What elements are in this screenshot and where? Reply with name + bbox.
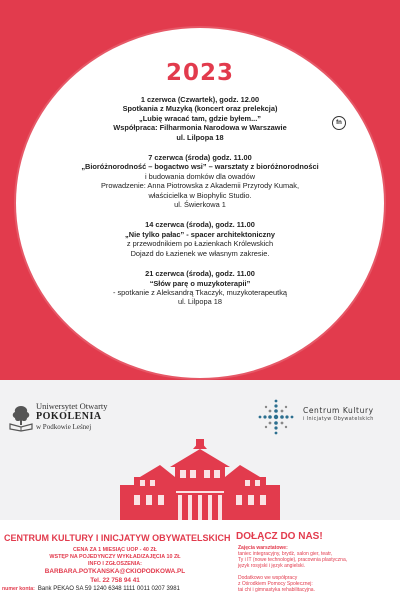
account-number: Bank PEKAO SA 59 1240 6348 1111 0011 0207 3981 [37,586,180,592]
join-line: z Ośrodkiem Pomocy Społecznej: [238,581,313,587]
event-title: „Nie tylko pałac” - spacer architektoniczny [125,229,275,239]
filharmonia-logo-icon: fn [332,116,346,130]
footer-price-single: WSTĘP NA POJEDYNCZY WYKŁAD/ZAJĘCIA 10 ZŁ [49,554,181,560]
account-label: numer konta: [2,586,35,592]
event-address: ul. Lilpopa 18 [178,297,222,307]
event-title: „Bioróżnorodność – bogactwo wsi” – warsztaty z bioróżnorodności [81,162,319,172]
join-line: Dodatkowo we współpracy [238,575,298,581]
centrum-kultury-logo [255,396,395,432]
footer-phone: Tel. 22 758 94 41 [90,577,140,584]
join-line: język rosyjski i język angielski. [238,563,305,569]
footer-price-monthly: CENA ZA 1 MIESIĄC UOP - 40 ZŁ [73,547,157,553]
join-line: taniec integracyjny, brydż, salon gier, teatr, [238,551,333,557]
event-list [60,95,340,318]
event-item [60,220,340,258]
footer-title: CENTRUM KULTURY I INICJATYW OBYWATELSKICH [4,533,231,543]
footer-info-label: INFO I ZGŁOSZENIA: [88,561,142,567]
uo-logo-line3: w Podkowie Leśnej [36,423,92,431]
event-title: “Słów parę o muzykoterapii” [149,278,251,288]
event-date: 21 czerwca (środa), godz. 11.00 [145,269,255,279]
footer-account [2,586,228,592]
join-title: DOŁĄCZ DO NAS! [236,531,323,542]
ck-logo-line1: Centrum Kultury [303,406,374,415]
event-date: 1 czerwca (Czwartek), godz. 12.00 [140,95,260,104]
event-item [60,95,340,142]
event-note: Dojazd do Łazienek we własnym zakresie. [130,248,270,258]
villa-building-illustration [120,437,280,520]
event-item [60,269,340,307]
event-address: ul. Lilpopa 18 [176,132,224,142]
uo-logo-line2: POKOLENIA [36,411,102,422]
event-partner: Współpraca: Filharmonia Narodowa w Warszawie [113,123,287,133]
join-line: Zajęcia warsztatowe: [238,545,288,551]
footer-email-link[interactable]: BARBARA.POTKANSKA@CKIOPODKOWA.PL [44,568,186,575]
join-line: tai chi i gimnastyka rehabilitacyjna. [238,587,315,593]
join-line: Ty i IT (nowe technologie), pracownia plastyczna, [238,557,348,563]
uniwersytet-otwarty-logo [8,400,138,436]
event-host-role: właścicielka w Biophylic Studio. [148,190,252,200]
event-date: 7 czerwca (środa) godz. 11.00 [148,153,252,163]
event-subtitle: „Lubię wracać tam, gdzie byłem...” [139,113,261,123]
ck-logo-line2: i Inicjatyw Obywatelskich [303,417,374,422]
uo-logo-line1: Uniwersytet Otwarty [36,401,108,411]
event-desc: i budowania domków dla owadów [144,171,256,181]
event-date: 14 czerwca (środa), godz. 11.00 [145,220,255,230]
event-item [60,153,340,209]
event-desc: - spotkanie z Aleksandrą Tkaczyk, muzykoterapeutką [112,287,288,297]
dotted-star-icon [255,396,297,438]
event-host: Prowadzenie: Anna Piotrowska z Akademii Przyrody Kumak, [101,181,299,191]
event-desc: z przewodnikiem po Łazienkach Królewskich [126,239,274,249]
event-title: Spotkania z Muzyką (koncert oraz prelekcja) [122,104,278,114]
year-heading: 2023 [165,60,234,86]
event-address: ul. Świerkowa 1 [174,200,226,210]
tree-book-icon [8,402,34,432]
